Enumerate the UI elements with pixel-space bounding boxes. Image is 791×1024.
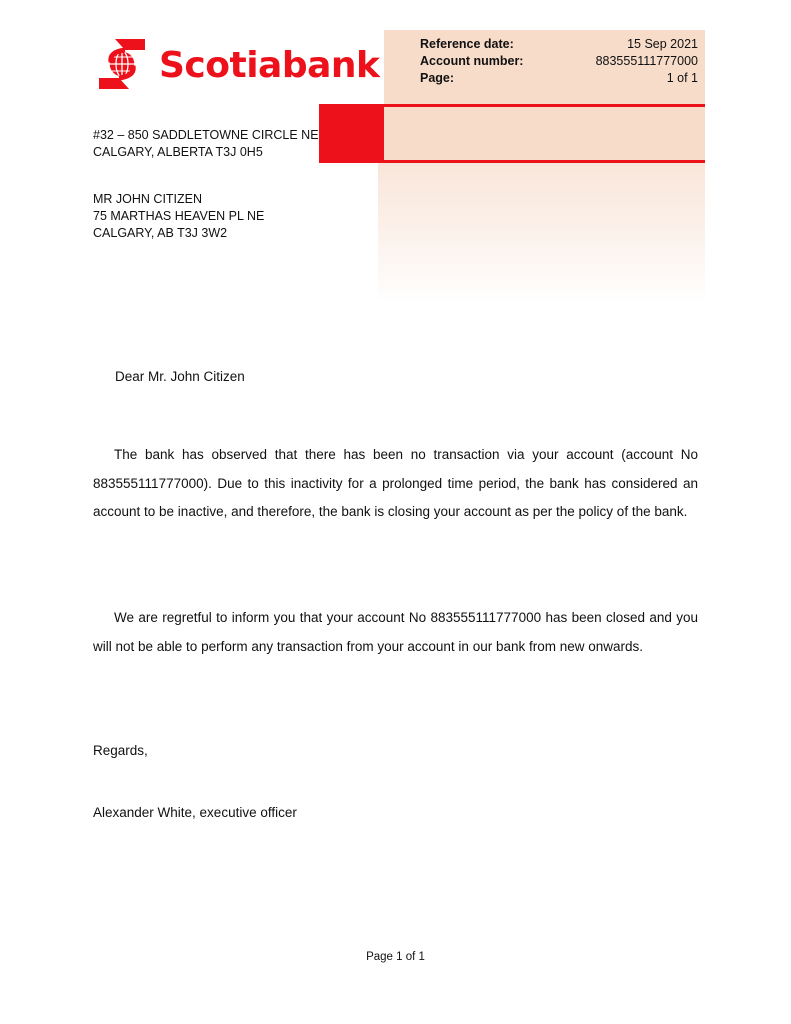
body-paragraph-1: The bank has observed that there has been no transaction via your account (account No 883555111777000). Due to this inactivity for a prolonged time period, the bank has considered an account to be inactive, and therefore, the bank is closing your account as per the policy of the bank.	[93, 447, 698, 520]
bank-address-line1: #32 – 850 SADDLETOWNE CIRCLE NE	[93, 128, 319, 142]
page-footer: Page 1 of 1	[366, 951, 425, 963]
recipient-name: MR JOHN CITIZEN	[93, 192, 203, 206]
account-number-label: Account number:	[420, 54, 524, 68]
bank-address-line2: CALGARY, ALBERTA T3J 0H5	[93, 145, 263, 159]
page-value: 1 of 1	[666, 71, 698, 85]
account-number-value: 883555111777000	[595, 54, 698, 68]
reference-date-label: Reference date:	[420, 37, 514, 51]
page-row	[420, 70, 698, 87]
account-number-row	[420, 53, 698, 70]
header-band	[384, 107, 705, 160]
recipient-street: 75 MARTHAS HEAVEN PL NE	[93, 209, 265, 223]
page-label: Page:	[420, 71, 455, 85]
brand-wordmark: Scotiabank	[159, 45, 380, 86]
recipient-address	[93, 191, 264, 242]
salutation: Dear Mr. John Citizen	[115, 369, 245, 384]
red-accent-block	[319, 104, 384, 163]
recipient-city: CALGARY, AB T3J 3W2	[93, 226, 228, 240]
fade-panel	[378, 163, 705, 303]
bank-address	[93, 127, 319, 161]
reference-date-value: 15 Sep 2021	[627, 37, 698, 51]
signature: Alexander White, executive officer	[93, 805, 297, 820]
scotiabank-s-globe-icon	[95, 36, 149, 92]
brand-logo	[95, 36, 379, 92]
reference-date-row	[420, 36, 698, 53]
reference-panel	[384, 30, 705, 104]
closing: Regards,	[93, 743, 148, 758]
body-paragraph-2: We are regretful to inform you that your account No 883555111777000 has been closed and you will not be able to perform any transaction from your account in our bank from new onwards.	[93, 610, 698, 654]
